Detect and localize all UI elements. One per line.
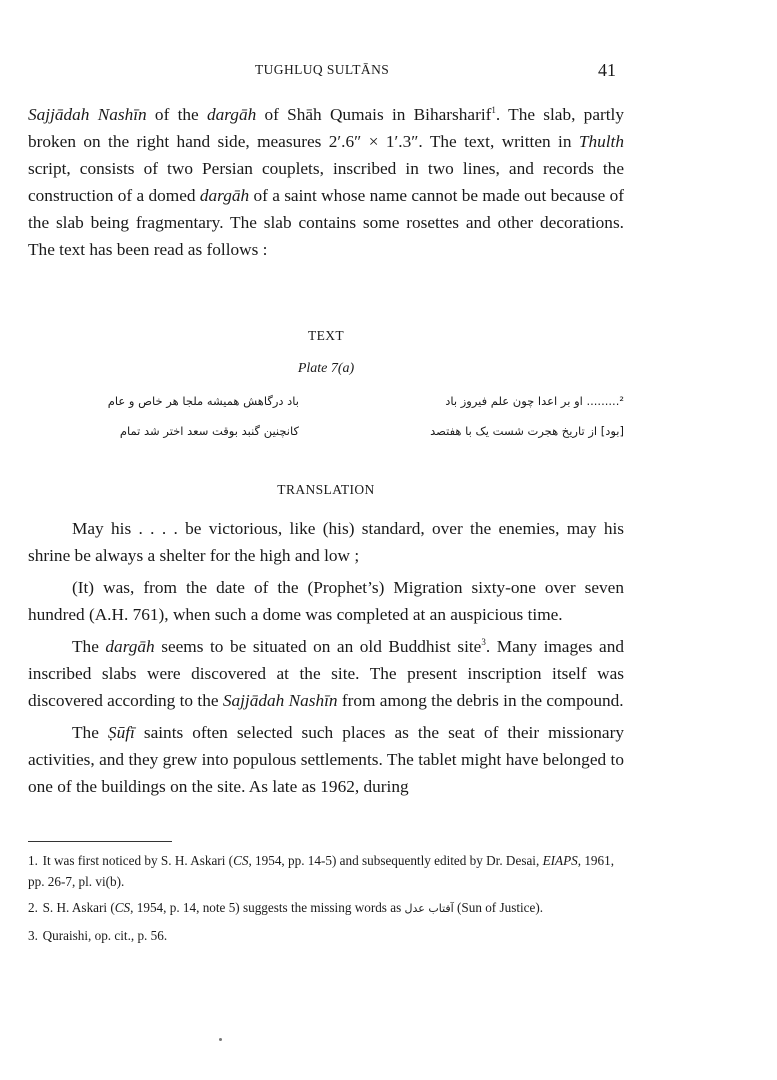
term-sajjadah-nashin: Sajjādah Nashīn (222, 691, 338, 710)
footnote-ref-3[interactable]: 3 (481, 637, 486, 648)
discussion-paragraph-2 (28, 719, 624, 800)
verse-hemistich: باد درگاهش همیشه ملجا هر خاص و عام (107, 394, 299, 408)
running-header (0, 60, 777, 82)
running-title: TUGHLUQ SULTĀNS (255, 62, 390, 77)
page-number: 41 (598, 60, 616, 80)
footnote-3 (28, 926, 624, 947)
verse-line-1 (28, 394, 624, 418)
translation-heading: TRANSLATION (277, 482, 375, 497)
discussion-text: The (72, 723, 108, 742)
footnote-number: 3. (28, 927, 38, 943)
translation-paragraph-2: (It) was, from the date of the (Prophet’s) Migration sixty-one over seven hundred (A.H. 761), when such a dome was completed at an auspicious time. (28, 578, 624, 624)
intro-paragraph (28, 101, 624, 263)
intro-text: script, consists of two Persian couplets, inscribed in two lines, and records the construction of a domed (28, 159, 624, 205)
persian-phrase: آفتاب عدل (404, 902, 454, 915)
plate-label: Plate 7(a) (297, 361, 355, 376)
translation-paragraph-1: May his . . . . be victorious, like (his) standard, over the enemies, may his shrine be always a shelter for the high and low ; (28, 519, 624, 565)
discussion-text: saints often selected such places as the seat of their missionary activities, and they grew into populous settlements. The tablet might have belonged to one of the buildings on the site. As late as 1962, during (28, 723, 624, 796)
footnote-text: , 1961, pp. 26-7, pl. vi(b). (28, 853, 614, 889)
translation-body (28, 515, 624, 800)
citation-cs: CS (233, 853, 249, 868)
intro-text: of the (146, 105, 207, 124)
paper-speck (219, 1038, 222, 1041)
footnote-text: S. H. Askari ( (42, 900, 115, 915)
footnote-2 (28, 898, 624, 920)
verse-hemistich: [بود] از تاریخ هجرت شست یک با هفتصد (430, 424, 624, 438)
discussion-text: . Many images and inscribed slabs were discovered at the site. The present inscription itself was discovered according to the (28, 637, 625, 710)
verse-hemistich: ²......... او بر اعدا چون علم فیروز باد (445, 394, 624, 408)
footnote-number: 1. (28, 853, 38, 868)
footnote-text: It was first noticed by S. H. Askari ( (42, 853, 234, 868)
term-sajjadah-nashin: Sajjādah Nashīn (28, 105, 147, 124)
footnote-1 (28, 851, 624, 892)
footnote-text: Quraishi, op. cit., p. 56. (42, 927, 168, 943)
footnote-ref-1[interactable]: 1 (491, 105, 496, 116)
footnote-text: (Sun of Justice). (453, 900, 544, 915)
text-heading: TEXT (307, 328, 345, 343)
footnote-number: 2. (28, 900, 38, 915)
verse-hemistich: کانچنین گنبد بوقت سعد اختر شد تمام (119, 424, 299, 438)
verse-line-2 (28, 424, 624, 448)
discussion-text: The (72, 637, 106, 656)
footnote-text: , 1954, p. 14, note 5) suggests the missing words as (130, 900, 405, 915)
discussion-text: seems to be situated on an old Buddhist site (154, 637, 482, 656)
citation-cs: CS (114, 900, 131, 915)
intro-text: of Shāh Qumais in Biharsharif (256, 105, 492, 124)
persian-inscription (28, 392, 624, 452)
citation-eiaps: EIAPS (542, 853, 578, 868)
discussion-paragraph-1 (28, 633, 624, 714)
term-dargah: dargāh (206, 105, 257, 124)
discussion-text: from among the debris in the compound. (337, 691, 624, 710)
footnotes (28, 851, 624, 952)
intro-text: of a saint whose name cannot be made out because of the slab being fragmentary. The slab contains some rosettes and other decorations. The text has been read as follows : (28, 186, 624, 259)
term-dargah: dargāh (105, 637, 155, 656)
term-dargah: dargāh (199, 186, 250, 205)
term-thulth: Thulth (578, 132, 624, 151)
intro-text: . The slab, partly broken on the right hand side, measures 2′.6″ × 1′.3″. The text, written in (28, 105, 624, 151)
footnote-text: , 1954, pp. 14-5) and subsequently edited by Dr. Desai, (248, 853, 543, 868)
term-sufi: Ṣūfī (107, 723, 135, 742)
footnote-divider (28, 841, 172, 842)
